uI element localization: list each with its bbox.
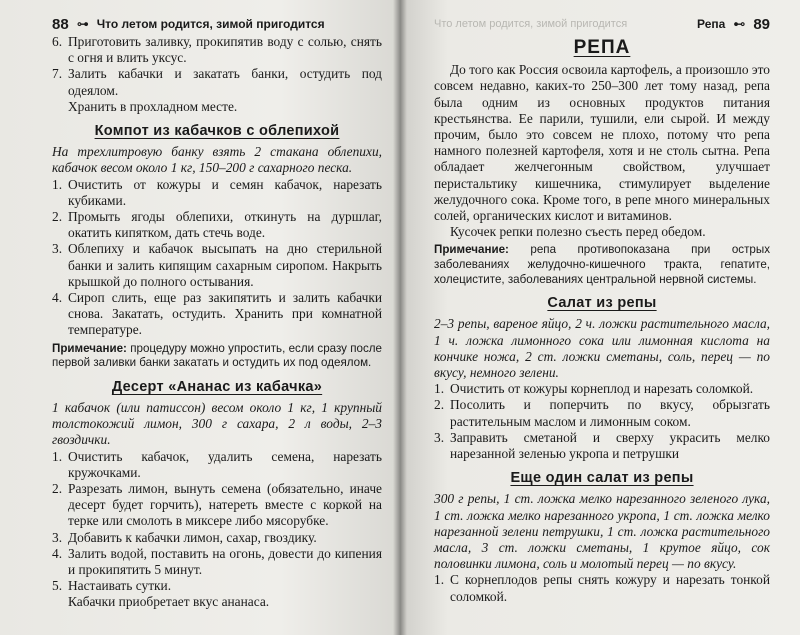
list-item: 2. Разрезать лимон, вынуть семена (обязательно, иначе десерт будет горчить), натереть вместе с коркой на терке или смолоть в миксере либо мясорубке. [52, 481, 382, 529]
recipe-note: Примечание: процедуру можно упростить, если сразу после первой заливки банки закатать и остудить их под одеялом. [52, 341, 382, 370]
recipe-ingredients: На трехлитровую банку взять 2 стакана облепихи, кабачок весом около 1 кг, 150–200 г сахарного песка. [52, 144, 382, 176]
list-item: 7. Залить кабачки и закатать банки, остудить под одеялом. [52, 66, 382, 98]
left-page-body [52, 34, 382, 611]
list-item: 4. Залить водой, поставить на огонь, довести до кипения и прокипятить 5 минут. [52, 545, 382, 578]
right-running-title: Репа [697, 17, 726, 31]
book-gutter [393, 0, 407, 635]
recipe-title: Еще один салат из репы [510, 470, 694, 487]
left-running-title: Что летом родится, зимой пригодится [96, 17, 325, 31]
key-icon: ⊷ [733, 17, 746, 31]
show-through-text: Что летом родится, зимой пригодится [434, 18, 628, 30]
list-item: 1. Очистить от кожуры и семян кабачок, нарезать кубиками. [52, 176, 382, 208]
list-item: 1. С корнеплодов репы снять кожуру и нарезать тонкой соломкой. [434, 572, 770, 604]
list-item: 3. Добавить к кабачки лимон, сахар, гвоздику. [52, 529, 317, 545]
key-icon: ⊶ [76, 17, 89, 31]
list-item: 2. Промыть ягоды облепихи, откинуть на дуршлаг, окатить кипятком, дать стечь воде. [52, 209, 382, 241]
recipe-title: Компот из кабачков с облепихой [94, 123, 340, 140]
list-item: 3. Облепиху и кабачок высыпать на дно стерильной банки и залить кипящим сахарным сиропом. Накрыть крышкой до полного остывания. [52, 241, 382, 289]
storage-note: Хранить в прохладном месте. [68, 98, 238, 114]
chapter-note: Примечание: репа противопоказана при острых заболеваниях желудочно-кишечного тракта, гепатите, холецистите, заболеваниях центральной нервной системы. [434, 243, 770, 286]
list-item: 2. Посолить и поперчить по вкусу, обрызгать растительным маслом и лимонным соком. [434, 397, 770, 429]
recipe-ingredients: 300 г репы, 1 ст. ложка мелко нарезанного зеленого лука, 1 ст. ложка мелко нарезанного укропа, 1 ст. ложка мелко нарезанной зелени петрушки, 1 ст. ложка растительного масла, 3 ст. ложки сметаны, 1 крутое яйцо, сок половинки лимона, соль и молотый перец — по вкусу. [434, 491, 770, 572]
left-running-head [52, 14, 382, 34]
list-item: 6. Приготовить заливку, прокипятив воду с солью, снять с огня и влить уксус. [52, 34, 382, 66]
chapter-title: РЕПА [573, 37, 631, 58]
list-item: 3. Заправить сметаной и сверху украсить мелко нарезанной зеленью укропа и петрушки [434, 429, 770, 462]
recipe-ingredients: 2–3 репы, вареное яйцо, 2 ч. ложки растительного масла, 1 ч. ложка лимонного сока или лимонная кислота на кончике ножа, 2 ст. ложки сметаны, соль, перец — по вкусу, немного зелени. [434, 316, 770, 381]
recipe-title: Десерт «Ананас из кабачка» [111, 378, 323, 395]
chapter-intro-2: Кусочек репки полезно съесть перед обедом. [450, 224, 706, 240]
chapter-intro: До того как Россия освоила картофель, а произошло это совсем недавно, каких-то 250–300 лет тому назад, репа была одним из основных продуктов питания крестьянства. Ее парили, тушили, ели сырой. И между прочим, было это совсем не плохо, потому что репа намного полезней картофеля, хотя и не столь сытна. Репа обладает желчегонным свойством, улучшает перистальтику кишечника, стимулирует выделение желудочного сока. Кроме того, в репе много минеральных солей, органических кислот и витаминов. [434, 62, 770, 224]
left-page-number: 88 [52, 15, 69, 33]
right-page-number: 89 [753, 15, 770, 33]
right-running-head [434, 14, 770, 34]
right-page-body [434, 37, 770, 605]
recipe-title: Салат из репы [547, 295, 657, 312]
recipe-result: Кабачки приобретает вкус ананаса. [68, 594, 270, 610]
right-page [400, 0, 800, 635]
list-item: 1. Очистить кабачок, удалить семена, нарезать кружочками. [52, 448, 382, 480]
list-item: 5. Настаивать сутки. [52, 578, 172, 594]
list-item: 1. Очистить от кожуры корнеплод и нарезать соломкой. [434, 381, 754, 397]
recipe-ingredients: 1 кабачок (или патиссон) весом около 1 кг, 1 крупный толстокожий лимон, 300 г сахара, 2 л воды, 2–3 гвоздички. [52, 400, 382, 448]
list-item: 4. Сироп слить, еще раз закипятить и залить кабачки снова. Закатать, остудить. Хранить при комнатной температуре. [52, 290, 382, 338]
